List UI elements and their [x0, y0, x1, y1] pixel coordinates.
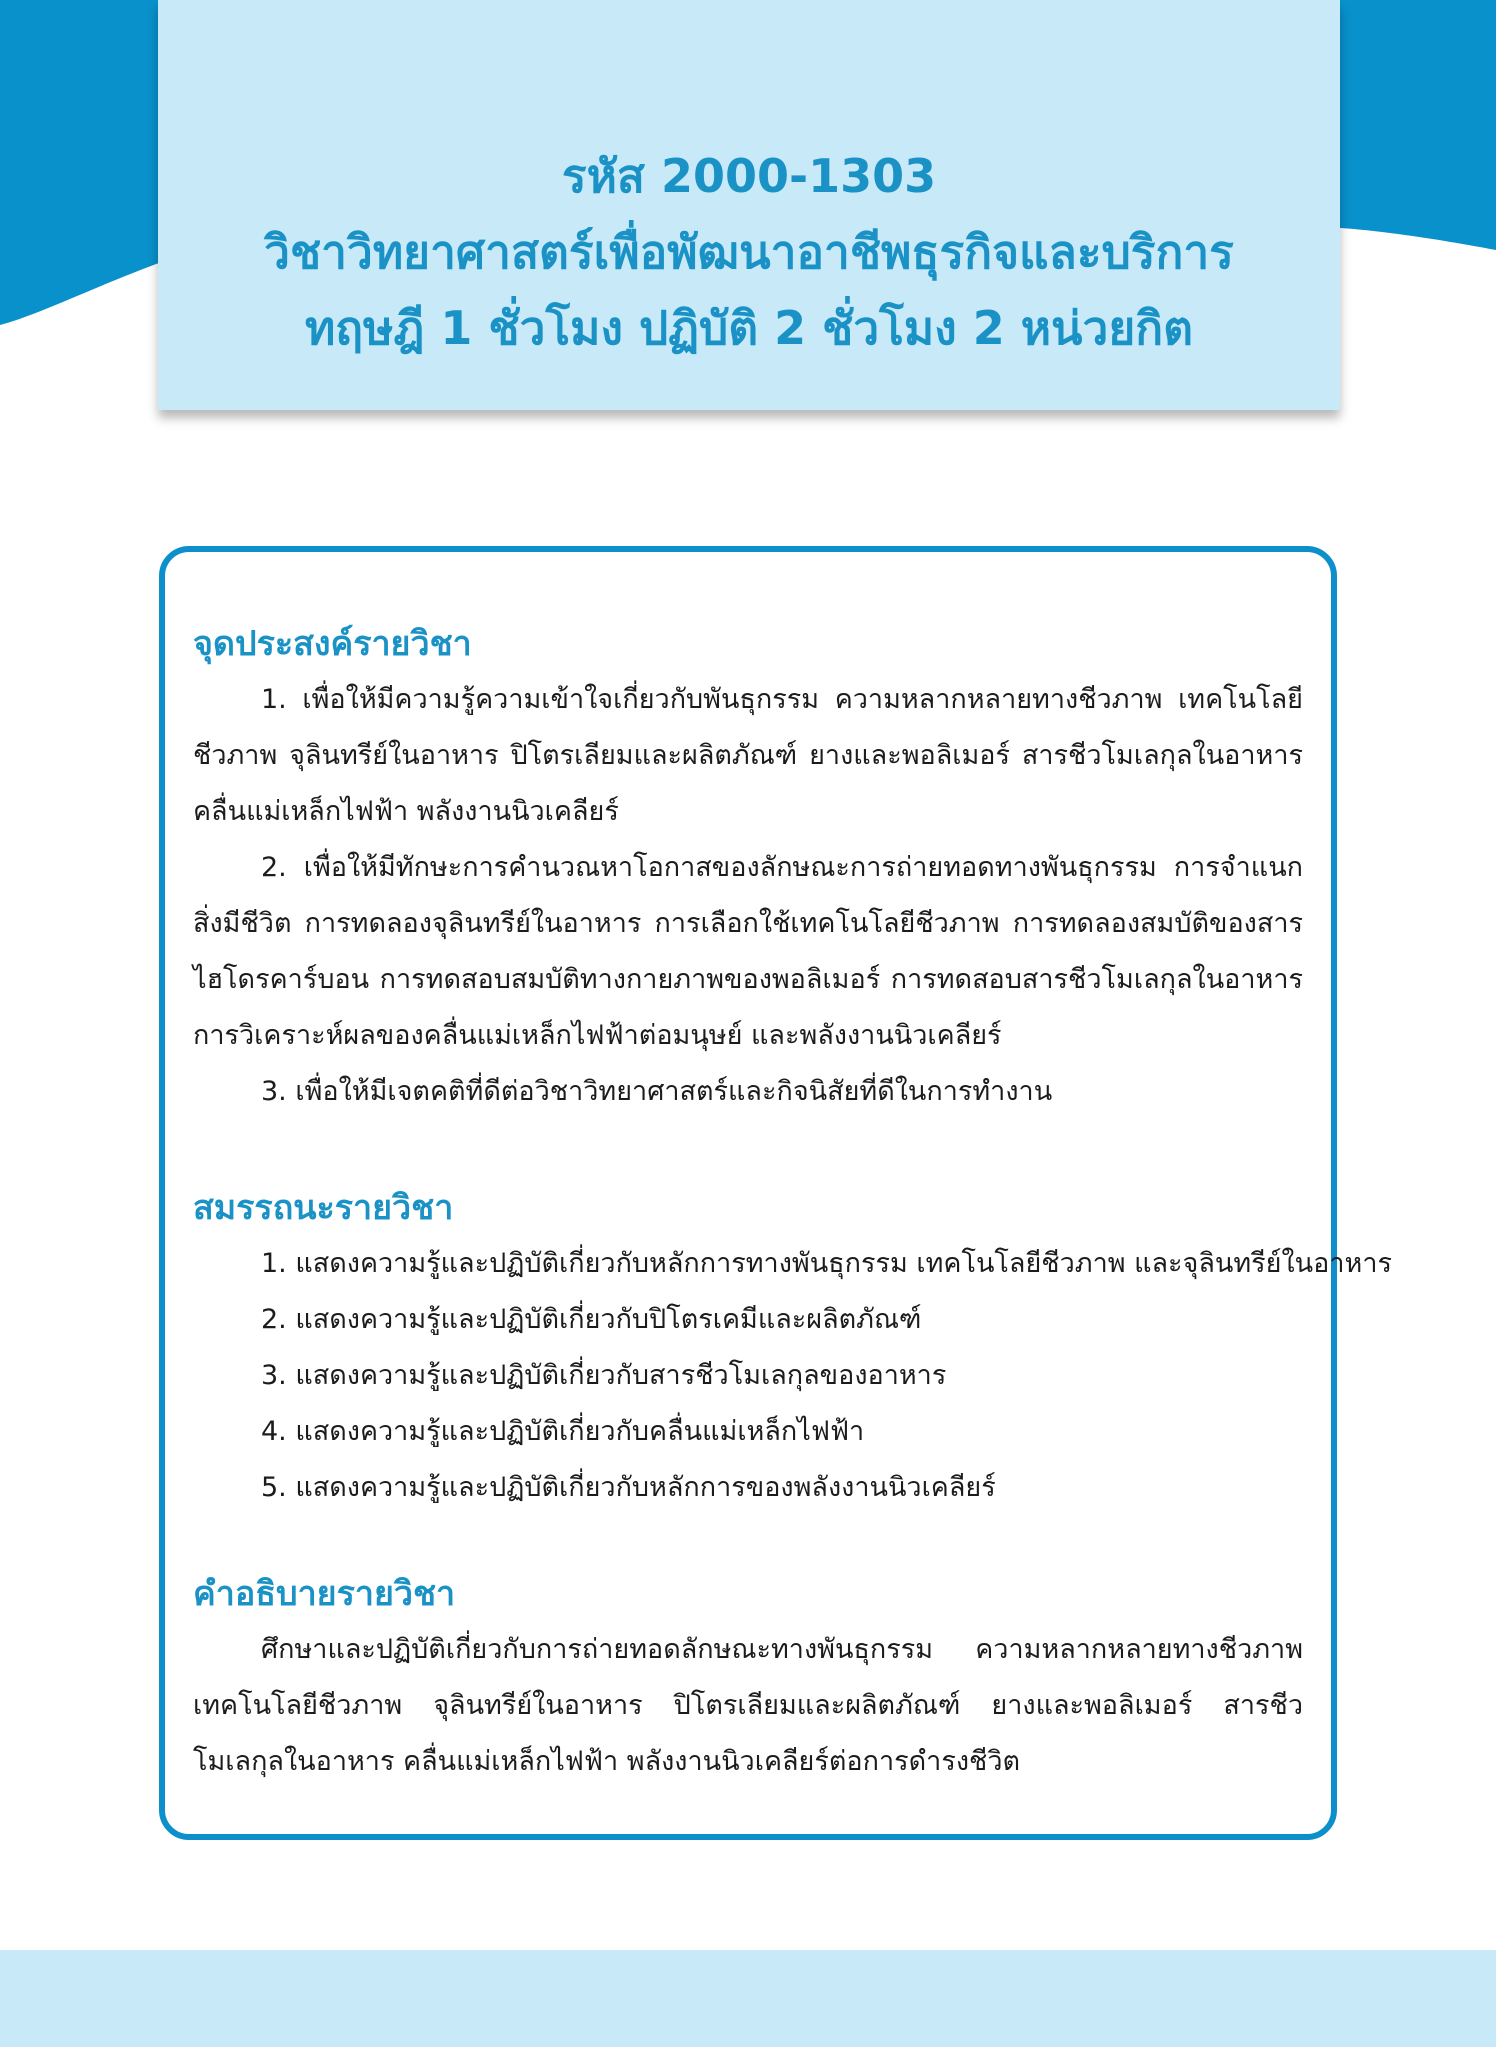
course-content-box — [159, 546, 1392, 1840]
course-code: รหัส 2000-1303 — [561, 149, 937, 203]
competencies-list — [193, 1236, 1392, 1516]
competency-item: 1. แสดงความรู้และปฏิบัติเกี่ยวกับหลักการทางพันธุกรรม เทคโนโลยีชีวภาพ และจุลินทรีย์ในอาหาร — [261, 1248, 1392, 1279]
section-spacer — [193, 1120, 1303, 1180]
objective-item: 3. เพื่อให้มีเจตคติที่ดีต่อวิชาวิทยาศาสตร์และกิจนิสัยที่ดีในการทำงาน — [261, 1076, 1053, 1107]
competency-item: 2. แสดงความรู้และปฏิบัติเกี่ยวกับปิโตรเคมีและผลิตภัณฑ์ — [261, 1304, 922, 1335]
section-spacer — [193, 1516, 1303, 1566]
objective-item: 2. เพื่อให้มีทักษะการคำนวณหาโอกาสของลักษณะการถ่ายทอดทางพันธุกรรม การจำแนกสิ่งมีชีวิต การทดลองจุลินทรีย์ในอาหาร การเลือกใช้เทคโนโลยีชีวภาพ การทดลองสมบัติของสารไฮโดรคาร์บอน การทดสอบสมบัติทางกายภาพของพอลิเมอร์ การทดสอบสารชีวโมเลกุลในอาหาร การวิเคราะห์ผลของคลื่นแม่เหล็กไฟฟ้าต่อมนุษย์ และพลังงานนิวเคลียร์ — [193, 852, 1303, 1051]
description-title: คำอธิบายรายวิชา — [193, 1574, 456, 1614]
objectives-title: จุดประสงค์รายวิชา — [193, 624, 472, 664]
description-text: ศึกษาและปฏิบัติเกี่ยวกับการถ่ายทอดลักษณะทางพันธุกรรม ความหลากหลายทางชีวภาพ เทคโนโลยีชีวภาพ จุลินทรีย์ในอาหาร ปิโตรเลียมและผลิตภัณฑ์ ยางและพอลิเมอร์ สารชีวโมเลกุลในอาหาร คลื่นแม่เหล็กไฟฟ้า พลังงานนิวเคลียร์ต่อการดำรงชีวิต — [193, 1634, 1303, 1777]
competency-item: 5. แสดงความรู้และปฏิบัติเกี่ยวกับหลักการของพลังงานนิวเคลียร์ — [261, 1472, 996, 1503]
competency-item: 3. แสดงความรู้และปฏิบัติเกี่ยวกับสารชีวโมเลกุลของอาหาร — [261, 1360, 947, 1391]
course-hours: ทฤษฎี 1 ชั่วโมง ปฏิบัติ 2 ชั่วโมง 2 หน่วยกิต — [304, 301, 1193, 355]
competency-item: 4. แสดงความรู้และปฏิบัติเกี่ยวกับคลื่นแม่เหล็กไฟฟ้า — [261, 1416, 865, 1447]
course-header-panel — [158, 0, 1340, 410]
objective-item: 1. เพื่อให้มีความรู้ความเข้าใจเกี่ยวกับพันธุกรรม ความหลากหลายทางชีวภาพ เทคโนโลยีชีวภาพ จุลินทรีย์ในอาหาร ปิโตรเลียมและผลิตภัณฑ์ ยางและพอลิเมอร์ สารชีวโมเลกุลในอาหาร คลื่นแม่เหล็กไฟฟ้า พลังงานนิวเคลียร์ — [193, 684, 1303, 827]
footer-band — [0, 1950, 1496, 2047]
course-name: วิชาวิทยาศาสตร์เพื่อพัฒนาอาชีพธุรกิจและบริการ — [264, 225, 1234, 279]
competencies-title: สมรรถนะรายวิชา — [193, 1188, 454, 1228]
